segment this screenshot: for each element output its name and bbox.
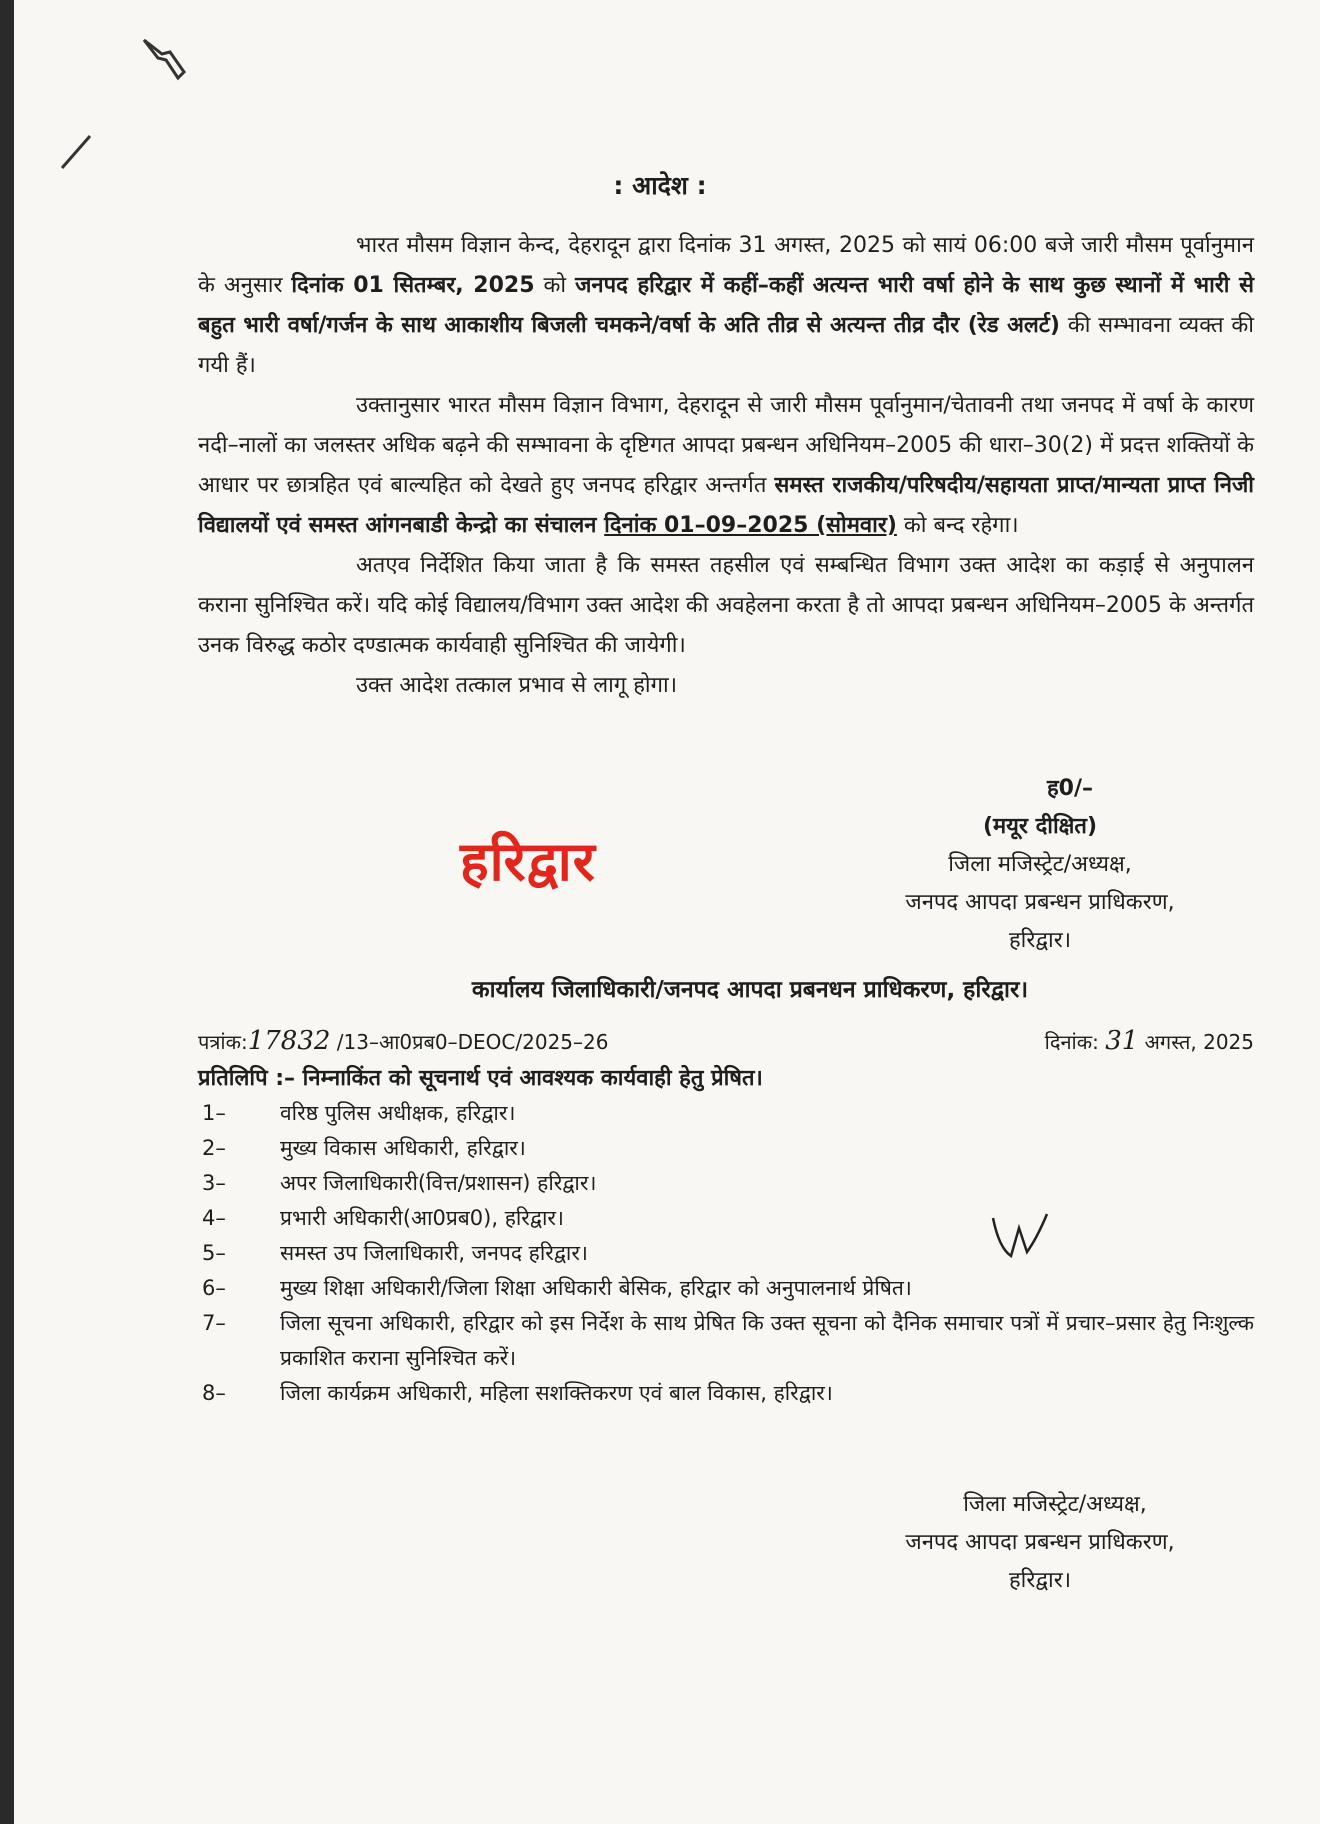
copy-item-number: 3–	[202, 1171, 226, 1195]
paragraph-text: भारत मौसम विज्ञान केन्द, देहरादून द्वारा दिनांक 31 अगस्त, 2025 को सायं 06:00 बजे जारी मौसम पूर्वानुमान के अनुसार	[198, 233, 1254, 298]
copy-item-text: अपर जिलाधिकारी(वित्त/प्रशासन) हरिद्वार।	[280, 1171, 597, 1195]
signature-block	[850, 770, 1230, 960]
copy-item-text: समस्त उप जिलाधिकारी, जनपद हरिद्वार।	[280, 1241, 588, 1265]
copy-item-text: प्रभारी अधिकारी(आ0प्रब0), हरिद्वार।	[280, 1206, 564, 1230]
signatory-place: हरिद्वार।	[1008, 928, 1072, 953]
copy-item-number: 2–	[202, 1136, 226, 1160]
paragraph-text: समस्त राजकीय/परिषदीय/सहायता प्राप्त/मान्यता प्राप्त निजी विद्यालयों एवं समस्त आंगनबाडी केन्द्रो का संचालन	[198, 473, 1254, 538]
order-paragraph	[198, 546, 1254, 666]
paragraph-text: उक्त आदेश तत्काल प्रभाव से लागू होगा।	[356, 673, 678, 698]
date-day: 31	[1105, 1026, 1139, 1056]
copy-item-number: 8–	[202, 1381, 226, 1405]
signed-mark: ह0/–	[1046, 776, 1094, 801]
copy-title: प्रतिलिपि :– निम्नाकिंत को सूचनार्थ एवं आवश्यक कार्यवाही हेतु प्रेषित।	[198, 1066, 763, 1091]
copy-list-item	[198, 1236, 1254, 1271]
paragraph-text: की सम्भावना व्यक्त की गयी हैं।	[198, 313, 1254, 378]
copy-list-item	[198, 1201, 1254, 1236]
paragraph-text: दिनांक 01–09–2025 (सोमवार)	[604, 513, 897, 538]
signatory-designation: जिला मजिस्ट्रेट/अध्यक्ष,	[948, 852, 1132, 877]
copy-item-text: जिला कार्यक्रम अधिकारी, महिला सशक्तिकरण एवं बाल विकास, हरिद्वार।	[280, 1381, 833, 1405]
signatory-2-designation: जिला मजिस्ट्रेट/अध्यक्ष,	[963, 1492, 1147, 1517]
copy-list-item	[198, 1376, 1254, 1411]
date-prefix: दिनांक:	[1044, 1030, 1099, 1054]
copy-list	[198, 1096, 1254, 1411]
order-paragraph	[198, 386, 1254, 546]
copy-list-item	[198, 1096, 1254, 1131]
order-paragraph	[198, 226, 1254, 386]
reference-row	[198, 1026, 1254, 1056]
paragraph-text: को बन्द रहेगा।	[896, 513, 1019, 538]
copy-list-item	[198, 1166, 1254, 1201]
signatory-2-place: हरिद्वार।	[1008, 1568, 1072, 1593]
copy-item-text: वरिष्ठ पुलिस अधीक्षक, हरिद्वार।	[280, 1101, 516, 1125]
copy-item-number: 6–	[202, 1276, 226, 1300]
ref-prefix: पत्रांक:	[198, 1030, 248, 1054]
paragraph-text: उक्तानुसार भारत मौसम विज्ञान विभाग, देहरादून से जारी मौसम पूर्वानुमान/चेतावनी तथा जनपद में वर्षा के कारण नदी–नालों का जलस्तर अधिक बढ़ने की सम्भावना के दृष्टिगत आपदा प्रबन्धन अधिनियम–2005 की धारा–30(2) में प्रदत्त शक्तियों के आधार पर छात्रहित एवं बाल्यहित को देखते हुए जनपद हरिद्वार अन्तर्गत	[198, 393, 1254, 498]
order-paragraph	[198, 666, 1254, 706]
ref-number: 17832	[247, 1026, 331, 1056]
copy-list-item	[198, 1306, 1254, 1376]
date-suffix: अगस्त, 2025	[1144, 1030, 1254, 1054]
signature-block-2	[850, 1486, 1230, 1600]
signature-scribble-icon	[985, 1208, 1055, 1268]
copy-item-text: मुख्य विकास अधिकारी, हरिद्वार।	[280, 1136, 526, 1160]
signatory-authority: जनपद आपदा प्रबन्धन प्राधिकरण,	[905, 890, 1175, 915]
ref-date	[1045, 1026, 1254, 1056]
paragraph-text: अतएव निर्देशित किया जाता है कि समस्त तहसील एवं सम्बन्धित विभाग उक्त आदेश का कड़ाई से अनुपालन कराना सुनिश्चित करें। यदि कोई विद्यालय/विभाग उक्त आदेश की अवहेलना करता है तो आपदा प्रबन्धन अधिनियम–2005 के अन्तर्गत उनक विरुद्ध कठोर दण्डात्मक कार्यवाही सुनिश्चित की जायेगी।	[198, 553, 1254, 658]
office-line: कार्यालय जिलाधिकारी/जनपद आपदा प्रबनधन प्राधिकरण, हरिद्वार।	[471, 977, 1029, 1003]
order-heading: : आदेश :	[613, 171, 707, 200]
copy-item-number: 7–	[202, 1311, 226, 1335]
haridwar-stamp: हरिद्वार	[460, 830, 596, 893]
order-body	[198, 226, 1254, 706]
paragraph-text: को	[534, 273, 576, 298]
staple-mark-icon	[140, 34, 190, 88]
signatory-name: (मयूर दीक्षित)	[982, 814, 1098, 839]
paragraph-text: जनपद हरिद्वार में कहीं–कहीं अत्यन्त भारी वर्षा होने के साथ कुछ स्थानों में भारी से बहुत भारी वर्षा/गर्जन के साथ आकाशीय बिजली चमकने/वर्षा के अति तीव्र से अत्यन्त तीव्र दौर (रेड अलर्ट)	[198, 273, 1255, 338]
copy-list-item	[198, 1271, 1254, 1306]
copy-list-item	[198, 1131, 1254, 1166]
signatory-2-authority: जनपद आपदा प्रबन्धन प्राधिकरण,	[905, 1530, 1175, 1555]
copy-item-number: 1–	[202, 1101, 226, 1125]
paragraph-text: दिनांक 01 सितम्बर, 2025	[291, 273, 535, 298]
copy-item-text: जिला सूचना अधिकारी, हरिद्वार को इस निर्देश के साथ प्रेषित कि उक्त सूचना को दैनिक समाचार पत्रों में प्रचार–प्रसार हेतु निःशुल्क प्रकाशित कराना सुनिश्चित करें।	[280, 1311, 1254, 1370]
ref-suffix: /13–आ0प्रब0–DEOC/2025–26	[336, 1030, 609, 1054]
copy-item-number: 4–	[202, 1206, 226, 1230]
copy-item-number: 5–	[202, 1241, 226, 1265]
copy-item-text: मुख्य शिक्षा अधिकारी/जिला शिक्षा अधिकारी बेसिक, हरिद्वार को अनुपालनार्थ प्रेषित।	[280, 1276, 912, 1300]
scan-edge	[0, 0, 14, 1824]
